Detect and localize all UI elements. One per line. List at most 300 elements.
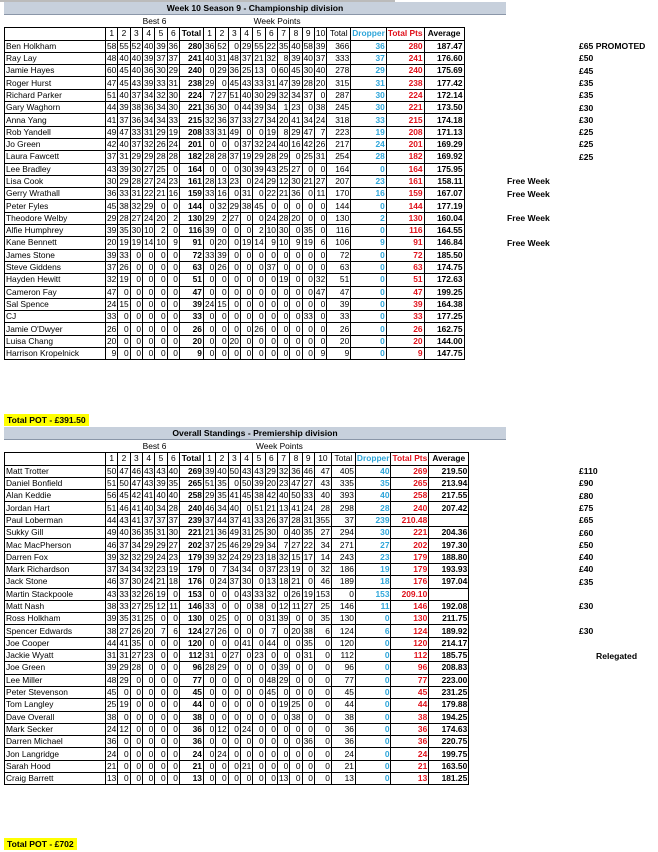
score-cell: 0 bbox=[118, 748, 130, 760]
score-cell: 0 bbox=[228, 748, 240, 760]
score-cell: 0 bbox=[167, 711, 179, 723]
score-cell: 37 bbox=[241, 53, 252, 64]
score-cell: 12 bbox=[156, 601, 166, 611]
score-cell: 0 bbox=[314, 323, 326, 335]
score-cell: 0 bbox=[228, 323, 240, 335]
score-cell: 179 bbox=[179, 551, 203, 563]
score-cell: 0 bbox=[351, 286, 387, 298]
score-cell: 0 bbox=[142, 249, 154, 261]
score-cell: 58 bbox=[107, 40, 117, 51]
column-header: Total bbox=[179, 453, 203, 465]
table-row bbox=[5, 650, 469, 662]
score-cell: 37 bbox=[303, 89, 313, 100]
score-cell: 0 bbox=[142, 760, 154, 772]
score-cell: 41 bbox=[131, 502, 141, 513]
column-header: Dropper bbox=[352, 28, 385, 39]
score-cell: 29 bbox=[217, 65, 227, 76]
score-cell: 26 bbox=[179, 323, 203, 335]
score-cell: 241 bbox=[179, 52, 203, 64]
score-cell: 146 bbox=[391, 600, 429, 612]
score-cell: 0 bbox=[290, 261, 302, 273]
score-cell: 210.48 bbox=[391, 514, 429, 526]
score-cell: 0 bbox=[155, 249, 167, 261]
table-row bbox=[5, 674, 469, 686]
score-cell: 37 bbox=[119, 539, 129, 550]
score-cell: 0 bbox=[355, 699, 391, 711]
score-cell: 29 bbox=[119, 176, 129, 186]
score-cell: 13 bbox=[266, 576, 276, 587]
score-cell: 33 bbox=[303, 490, 313, 501]
score-cell: 185.75 bbox=[429, 650, 469, 662]
score-cell: 0 bbox=[253, 711, 265, 723]
table-row bbox=[5, 298, 465, 310]
player-name: Kane Bennett bbox=[5, 237, 106, 249]
player-name: James Stone bbox=[5, 249, 106, 261]
player-name: Dave Overall bbox=[5, 711, 106, 723]
player-name: Hayden Hewitt bbox=[5, 274, 106, 286]
score-cell: 0 bbox=[203, 274, 215, 286]
score-cell: 0 bbox=[277, 637, 289, 649]
score-cell: 0 bbox=[203, 686, 215, 698]
score-cell: 18 bbox=[168, 576, 178, 587]
score-cell: 0 bbox=[228, 188, 240, 200]
score-cell: 29 bbox=[229, 200, 239, 211]
row-side-note: Free Week bbox=[507, 213, 550, 223]
score-cell: 31 bbox=[217, 53, 227, 64]
score-cell: 34 bbox=[291, 89, 301, 100]
score-cell: 0 bbox=[351, 163, 387, 175]
score-cell: 0 bbox=[355, 773, 391, 785]
score-cell: 0 bbox=[130, 249, 142, 261]
table-row bbox=[5, 126, 465, 138]
score-cell: 0 bbox=[302, 674, 314, 686]
score-cell: 35 bbox=[119, 613, 129, 624]
column-header: 2 bbox=[216, 453, 228, 465]
score-cell: 36 bbox=[391, 736, 429, 748]
score-cell: 35 bbox=[143, 527, 154, 538]
score-cell bbox=[429, 588, 469, 600]
score-cell: 0 bbox=[314, 249, 326, 261]
column-header: Average bbox=[429, 453, 469, 465]
score-cell: 37 bbox=[107, 262, 117, 273]
score-cell: 40 bbox=[131, 65, 141, 76]
score-cell: 0 bbox=[302, 613, 314, 625]
score-cell: 37 bbox=[266, 262, 276, 273]
score-cell: 40 bbox=[119, 53, 129, 64]
score-cell: 24 bbox=[266, 212, 276, 223]
score-cell: 27 bbox=[131, 601, 141, 611]
score-cell: 0 bbox=[130, 286, 142, 298]
score-cell: 40 bbox=[303, 53, 313, 64]
score-cell: 0 bbox=[155, 699, 167, 711]
score-cell: 0 bbox=[302, 212, 314, 224]
score-cell: 40 bbox=[119, 527, 129, 538]
table-row bbox=[5, 502, 469, 514]
score-cell: 0 bbox=[240, 748, 252, 760]
score-cell: 0 bbox=[203, 699, 215, 711]
score-cell: 0 bbox=[155, 613, 167, 625]
score-cell: 0 bbox=[130, 723, 142, 735]
score-cell: 27 bbox=[229, 650, 239, 661]
score-cell: 0 bbox=[355, 613, 391, 625]
score-cell: 0 bbox=[277, 249, 289, 261]
score-cell: 50 bbox=[119, 478, 129, 489]
score-cell: 23 bbox=[254, 650, 264, 661]
row-side-note: £40 bbox=[579, 564, 594, 574]
score-cell: 35 bbox=[131, 637, 141, 648]
score-cell: 0 bbox=[240, 311, 252, 323]
score-cell: 240 bbox=[391, 502, 429, 514]
score-cell: 0 bbox=[228, 674, 240, 686]
score-cell: 10 bbox=[143, 225, 154, 236]
score-cell: 0 bbox=[253, 637, 265, 649]
score-cell: 23 bbox=[291, 102, 301, 113]
row-side-note: £80 bbox=[579, 491, 594, 501]
score-cell: 0 bbox=[167, 588, 179, 600]
score-cell: 0 bbox=[277, 748, 289, 760]
score-cell: 39 bbox=[143, 77, 154, 88]
score-cell: 29 bbox=[143, 551, 154, 562]
score-cell: 45 bbox=[266, 687, 276, 698]
score-cell: 13 bbox=[107, 773, 117, 784]
score-cell: 0 bbox=[265, 65, 277, 77]
score-cell: 0 bbox=[228, 138, 240, 150]
score-cell: 10 bbox=[266, 225, 276, 236]
score-cell: 9 bbox=[327, 348, 351, 360]
score-cell: 28 bbox=[266, 151, 276, 162]
score-cell: 26 bbox=[254, 323, 264, 334]
score-cell: 0 bbox=[155, 323, 167, 335]
score-cell: 0 bbox=[277, 711, 289, 723]
score-cell: 38 bbox=[131, 102, 141, 113]
score-cell: 39 bbox=[119, 102, 129, 113]
score-cell: 37 bbox=[168, 514, 178, 525]
player-name: Jamie O'Dwyer bbox=[5, 323, 106, 335]
score-cell: 6 bbox=[167, 625, 179, 637]
score-cell: 0 bbox=[216, 348, 228, 360]
score-cell: 164 bbox=[386, 163, 424, 175]
score-cell: 25 bbox=[217, 539, 227, 550]
score-cell: 393 bbox=[331, 490, 355, 502]
score-cell: 0 bbox=[314, 225, 326, 237]
score-cell: 0 bbox=[253, 298, 265, 310]
player-name: Mark Richardson bbox=[5, 563, 106, 575]
score-cell: 280 bbox=[179, 40, 203, 52]
score-cell: 32 bbox=[143, 564, 154, 575]
score-cell: 34 bbox=[266, 539, 276, 550]
score-cell: 0 bbox=[265, 711, 277, 723]
score-cell: 50 bbox=[107, 465, 117, 476]
score-cell: 0 bbox=[130, 748, 142, 760]
score-cell: 201 bbox=[386, 138, 424, 150]
score-cell: 39 bbox=[204, 551, 215, 562]
score-cell: 24 bbox=[168, 139, 178, 150]
score-cell: 19 bbox=[291, 564, 301, 575]
score-cell: 45 bbox=[119, 65, 129, 76]
score-cell: 29 bbox=[143, 539, 154, 550]
row-side-note: £25 bbox=[579, 127, 594, 137]
row-side-note: £65 PROMOTED bbox=[579, 41, 646, 51]
table-row bbox=[5, 662, 469, 674]
score-cell: 19 bbox=[351, 126, 387, 138]
score-cell: 211.75 bbox=[429, 613, 469, 625]
score-cell: 0 bbox=[118, 760, 130, 772]
score-cell: 0 bbox=[355, 662, 391, 674]
score-cell: 144.00 bbox=[424, 335, 464, 347]
score-cell: 41 bbox=[291, 502, 301, 513]
score-cell: 30 bbox=[241, 163, 252, 174]
score-cell: 164.55 bbox=[424, 225, 464, 237]
score-cell: 39 bbox=[107, 225, 117, 236]
score-cell: 0 bbox=[167, 637, 179, 649]
score-cell: 0 bbox=[240, 175, 252, 187]
score-cell: 0 bbox=[253, 773, 265, 785]
score-cell: 0 bbox=[277, 588, 289, 600]
score-cell: 19 bbox=[119, 699, 129, 710]
score-cell: 0 bbox=[155, 674, 167, 686]
score-cell: 179.88 bbox=[429, 699, 469, 711]
score-cell: 31 bbox=[131, 613, 141, 624]
score-cell: 29 bbox=[156, 539, 166, 550]
championship-title: Week 10 Season 9 - Championship division bbox=[4, 2, 506, 15]
score-cell: 231.25 bbox=[429, 686, 469, 698]
score-cell: 0 bbox=[203, 588, 215, 600]
score-cell: 116 bbox=[179, 225, 203, 237]
score-cell: 0 bbox=[302, 286, 314, 298]
score-cell: 39 bbox=[278, 613, 289, 624]
score-cell: 146 bbox=[179, 600, 203, 612]
table-row bbox=[5, 89, 465, 101]
score-cell: 24 bbox=[179, 748, 203, 760]
score-cell: 0 bbox=[277, 335, 289, 347]
score-cell: 0 bbox=[290, 723, 302, 735]
score-cell: 0 bbox=[277, 298, 289, 310]
score-cell: 29 bbox=[266, 89, 276, 100]
score-cell: 0 bbox=[265, 723, 277, 735]
score-cell: 24 bbox=[254, 176, 264, 186]
score-cell: 77 bbox=[179, 674, 203, 686]
score-cell: 0 bbox=[302, 323, 314, 335]
score-cell: 130 bbox=[179, 212, 203, 224]
score-cell: 20 bbox=[266, 478, 276, 489]
score-cell: 37 bbox=[331, 514, 355, 526]
score-cell: 0 bbox=[167, 674, 179, 686]
score-cell: 37 bbox=[229, 151, 239, 162]
score-cell: 202 bbox=[391, 539, 429, 551]
score-cell: 50 bbox=[229, 465, 239, 476]
score-cell: 0 bbox=[290, 613, 302, 625]
score-cell: 29 bbox=[266, 176, 276, 186]
table-row bbox=[5, 77, 465, 89]
score-cell: 0 bbox=[216, 686, 228, 698]
score-cell: 0 bbox=[314, 748, 331, 760]
player-name: Steve Giddens bbox=[5, 261, 106, 273]
score-cell: 174.75 bbox=[424, 261, 464, 273]
score-cell: 24 bbox=[107, 748, 117, 759]
score-cell: 0 bbox=[228, 625, 240, 637]
score-cell: 0 bbox=[167, 249, 179, 261]
score-cell: 37 bbox=[204, 514, 215, 525]
score-cell: 194.25 bbox=[429, 711, 469, 723]
score-cell: 130 bbox=[327, 212, 351, 224]
score-cell: 23 bbox=[351, 175, 387, 187]
score-cell: 0 bbox=[290, 225, 302, 237]
score-cell: 0 bbox=[203, 286, 215, 298]
score-cell: 34 bbox=[314, 539, 331, 551]
score-cell: 63 bbox=[386, 261, 424, 273]
score-cell: 0 bbox=[167, 748, 179, 760]
column-header: 1 bbox=[203, 453, 215, 465]
score-cell: 20 bbox=[107, 335, 117, 346]
score-cell: 27 bbox=[143, 163, 154, 174]
table-row bbox=[5, 551, 469, 563]
score-cell: 20 bbox=[156, 212, 166, 223]
score-cell: 0 bbox=[216, 138, 228, 150]
score-cell: 0 bbox=[203, 348, 215, 360]
score-cell: 0 bbox=[142, 748, 154, 760]
score-cell: 40 bbox=[217, 465, 227, 476]
score-cell: 29 bbox=[241, 40, 252, 51]
score-cell: 0 bbox=[167, 348, 179, 360]
score-cell: 28 bbox=[355, 502, 391, 514]
score-cell: 0 bbox=[302, 200, 314, 212]
score-cell: 43 bbox=[254, 465, 264, 476]
score-cell: 0 bbox=[228, 249, 240, 261]
score-cell: 44 bbox=[217, 514, 227, 525]
score-cell: 21 bbox=[156, 188, 166, 199]
score-cell: 0 bbox=[302, 711, 314, 723]
score-cell: 0 bbox=[265, 600, 277, 612]
score-cell: 0 bbox=[314, 163, 326, 175]
score-cell: 29 bbox=[156, 126, 166, 137]
score-cell: 17 bbox=[303, 551, 313, 562]
score-cell: 31 bbox=[131, 188, 141, 199]
score-cell: 0 bbox=[351, 311, 387, 323]
score-cell: 19 bbox=[303, 588, 313, 599]
score-cell: 0 bbox=[167, 286, 179, 298]
score-cell: 0 bbox=[314, 200, 326, 212]
score-cell: 221 bbox=[179, 102, 203, 114]
score-cell: 37 bbox=[119, 114, 129, 125]
score-cell: 45 bbox=[391, 686, 429, 698]
score-cell: 36 bbox=[107, 188, 117, 199]
score-cell: 0 bbox=[290, 650, 302, 662]
score-cell: 0 bbox=[351, 249, 387, 261]
score-cell: 36 bbox=[179, 723, 203, 735]
score-cell: 0 bbox=[155, 773, 167, 785]
score-cell: 19 bbox=[278, 699, 289, 710]
score-cell: 29 bbox=[266, 465, 276, 476]
score-cell: 240 bbox=[386, 65, 424, 77]
table-row bbox=[5, 225, 465, 237]
score-cell: 49 bbox=[107, 126, 117, 137]
score-cell: 0 bbox=[216, 773, 228, 785]
score-cell: 0 bbox=[277, 527, 289, 539]
score-cell: 29 bbox=[119, 662, 129, 673]
score-cell: 38 bbox=[331, 711, 355, 723]
score-cell: 33 bbox=[156, 77, 166, 88]
score-cell: 40 bbox=[168, 465, 178, 476]
score-cell: 36 bbox=[179, 736, 203, 748]
score-cell: 269 bbox=[391, 465, 429, 477]
score-cell: 280 bbox=[386, 40, 424, 52]
score-cell: 31 bbox=[303, 514, 313, 525]
score-cell: 29 bbox=[254, 151, 264, 162]
score-cell: 0 bbox=[302, 699, 314, 711]
score-cell: 164.38 bbox=[424, 298, 464, 310]
score-cell: 28 bbox=[314, 502, 331, 514]
player-name: Darren Michael bbox=[5, 736, 106, 748]
score-cell: 49 bbox=[229, 527, 239, 538]
score-cell: 25 bbox=[303, 151, 313, 162]
score-cell: 25 bbox=[254, 527, 264, 538]
score-cell: 46 bbox=[131, 465, 141, 476]
table-row bbox=[5, 311, 465, 323]
score-cell: 0 bbox=[290, 736, 302, 748]
score-cell: 46 bbox=[107, 576, 117, 587]
score-cell: 298 bbox=[331, 502, 355, 514]
score-cell: 46 bbox=[119, 502, 129, 513]
score-cell: 35 bbox=[303, 225, 313, 236]
score-cell: 221 bbox=[391, 527, 429, 539]
score-cell: 43 bbox=[131, 77, 141, 88]
score-cell: 37 bbox=[168, 53, 178, 64]
score-cell: 0 bbox=[118, 711, 130, 723]
score-cell: 182 bbox=[179, 151, 203, 163]
player-name: Jo Green bbox=[5, 138, 106, 150]
score-cell: 31 bbox=[119, 151, 129, 162]
premiership-total-pot: Total POT - £702 bbox=[4, 838, 77, 850]
score-cell: 0 bbox=[118, 348, 130, 360]
score-cell: 23 bbox=[278, 478, 289, 489]
score-cell: 0 bbox=[155, 748, 167, 760]
score-cell: 10 bbox=[278, 237, 289, 248]
score-cell: 39 bbox=[107, 249, 117, 260]
score-cell: 31 bbox=[241, 188, 252, 199]
column-header: 6 bbox=[167, 453, 179, 465]
score-cell: 40 bbox=[156, 490, 166, 501]
player-name: Jackie Wyatt bbox=[5, 650, 106, 662]
score-cell: 32 bbox=[156, 89, 166, 100]
score-cell: 38 bbox=[107, 601, 117, 611]
column-header: 1 bbox=[106, 453, 118, 465]
score-cell: 34 bbox=[156, 114, 166, 125]
table-row bbox=[5, 600, 469, 612]
score-cell: 41 bbox=[241, 514, 252, 525]
column-header: 5 bbox=[253, 453, 265, 465]
score-cell: 43 bbox=[107, 163, 117, 174]
score-cell: 20 bbox=[107, 237, 117, 248]
score-cell: 40 bbox=[315, 65, 326, 76]
score-cell: 28 bbox=[204, 662, 215, 673]
score-cell: 0 bbox=[203, 736, 215, 748]
score-cell: 265 bbox=[179, 477, 203, 489]
score-cell: 164 bbox=[179, 163, 203, 175]
score-cell: 41 bbox=[229, 490, 239, 501]
score-cell: 0 bbox=[240, 502, 252, 514]
score-cell: 0 bbox=[167, 650, 179, 662]
score-cell: 0 bbox=[253, 335, 265, 347]
score-cell: 147.75 bbox=[424, 348, 464, 360]
score-cell: 0 bbox=[228, 699, 240, 711]
table-row bbox=[5, 175, 465, 187]
score-cell: 33 bbox=[254, 514, 264, 525]
score-cell: 47 bbox=[327, 286, 351, 298]
score-cell: 0 bbox=[216, 699, 228, 711]
score-cell: 34 bbox=[266, 114, 276, 125]
player-name: Spencer Edwards bbox=[5, 625, 106, 637]
score-cell: 0 bbox=[277, 200, 289, 212]
